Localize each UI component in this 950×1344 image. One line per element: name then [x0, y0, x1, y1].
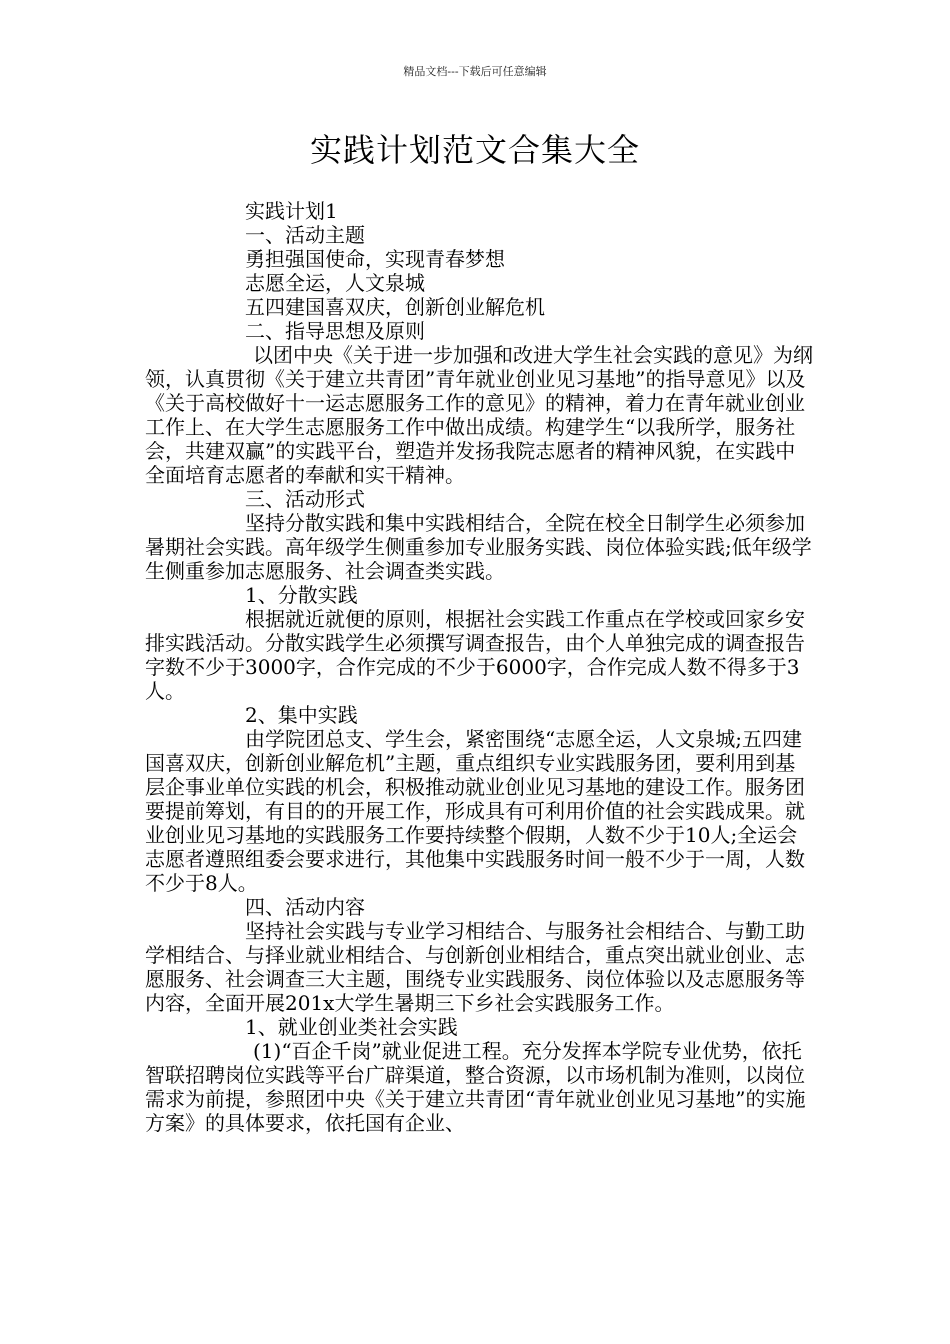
body-paragraph: 坚持分散实践和集中实践相结合，全院在校全日制学生必须参加暑期社会实践。高年级学生侧重参加专业服务实践、岗位体验实践;低年级学生侧重参加志愿服务、社会调查类实践。 [145, 511, 812, 583]
document-title: 实践计划范文合集大全 [309, 131, 640, 169]
document-body [145, 199, 815, 1135]
subsection-heading: 1、分散实践 [245, 583, 358, 607]
theme-line: 五四建国喜双庆，创新创业解危机 [245, 295, 545, 319]
body-paragraph: 由学院团总支、学生会，紧密围绕“志愿全运，人文泉城;五四建国喜双庆，创新创业解危机”主题，重点组织专业实践服务团，要利用到基层企事业单位实践的机会，积极推动就业创业见习基地的建设工作。服务团要提前筹划，有目的的开展工作，形成具有可利用价值的社会实践成果。就业创业见习基地的实践服务工作要持续整个假期，人数不少于10人;全运会志愿者遵照组委会要求进行，其他集中实践服务时间一般不少于一周，人数不少于8人。 [145, 727, 805, 895]
body-paragraph: 坚持社会实践与专业学习相结合、与服务社会相结合、与勤工助学相结合、与择业就业相结合、与创新创业相结合，重点突出就业创业、志愿服务、社会调查三大主题，围绕专业实践服务、岗位体验以及志愿服务等内容，全面开展201x大学生暑期三下乡社会实践服务工作。 [145, 919, 805, 1015]
body-paragraph: (1)“百企千岗”就业促进工程。充分发挥本学院专业优势，依托智联招聘岗位实践等平台广辟渠道，整合资源，以市场机制为准则，以岗位需求为前提，参照团中央《关于建立共青团“青年就业创业见习基地”的实施方案》的具体要求，依托国有企业、 [145, 1039, 806, 1135]
body-paragraph: 以团中央《关于进一步加强和改进大学生社会实践的意见》为纲领，认真贯彻《关于建立共青团”青年就业创业见习基地”的指导意见》以及《关于高校做好十一运志愿服务工作的意见》的精神，着力在青年就业创业工作上、在大学生志愿服务工作中做出成绩。构建学生“以我所学，服务社会，共建双赢”的实践平台，塑造并发扬我院志愿者的精神风貌，在实践中全面培育志愿者的奉献和实干精神。 [145, 343, 813, 487]
section-heading: 四、活动内容 [245, 895, 365, 919]
theme-line: 勇担强国使命，实现青春梦想 [245, 247, 505, 271]
section-heading: 三、活动形式 [245, 487, 365, 511]
body-paragraph: 根据就近就便的原则，根据社会实践工作重点在学校或回家乡安排实践活动。分散实践学生必须撰写调查报告，由个人单独完成的调查报告字数不少于3000字，合作完成的不少于6000字，合作完成人数不得多于3人。 [145, 607, 805, 703]
section-heading: 二、指导思想及原则 [245, 319, 425, 343]
header-note: 精品文档---下载后可任意编辑 [403, 65, 547, 78]
subsection-heading: 1、就业创业类社会实践 [245, 1015, 458, 1039]
section-heading: 一、活动主题 [245, 223, 365, 247]
theme-line: 志愿全运，人文泉城 [245, 271, 425, 295]
section-label: 实践计划1 [245, 199, 338, 223]
subsection-heading: 2、集中实践 [245, 703, 358, 727]
